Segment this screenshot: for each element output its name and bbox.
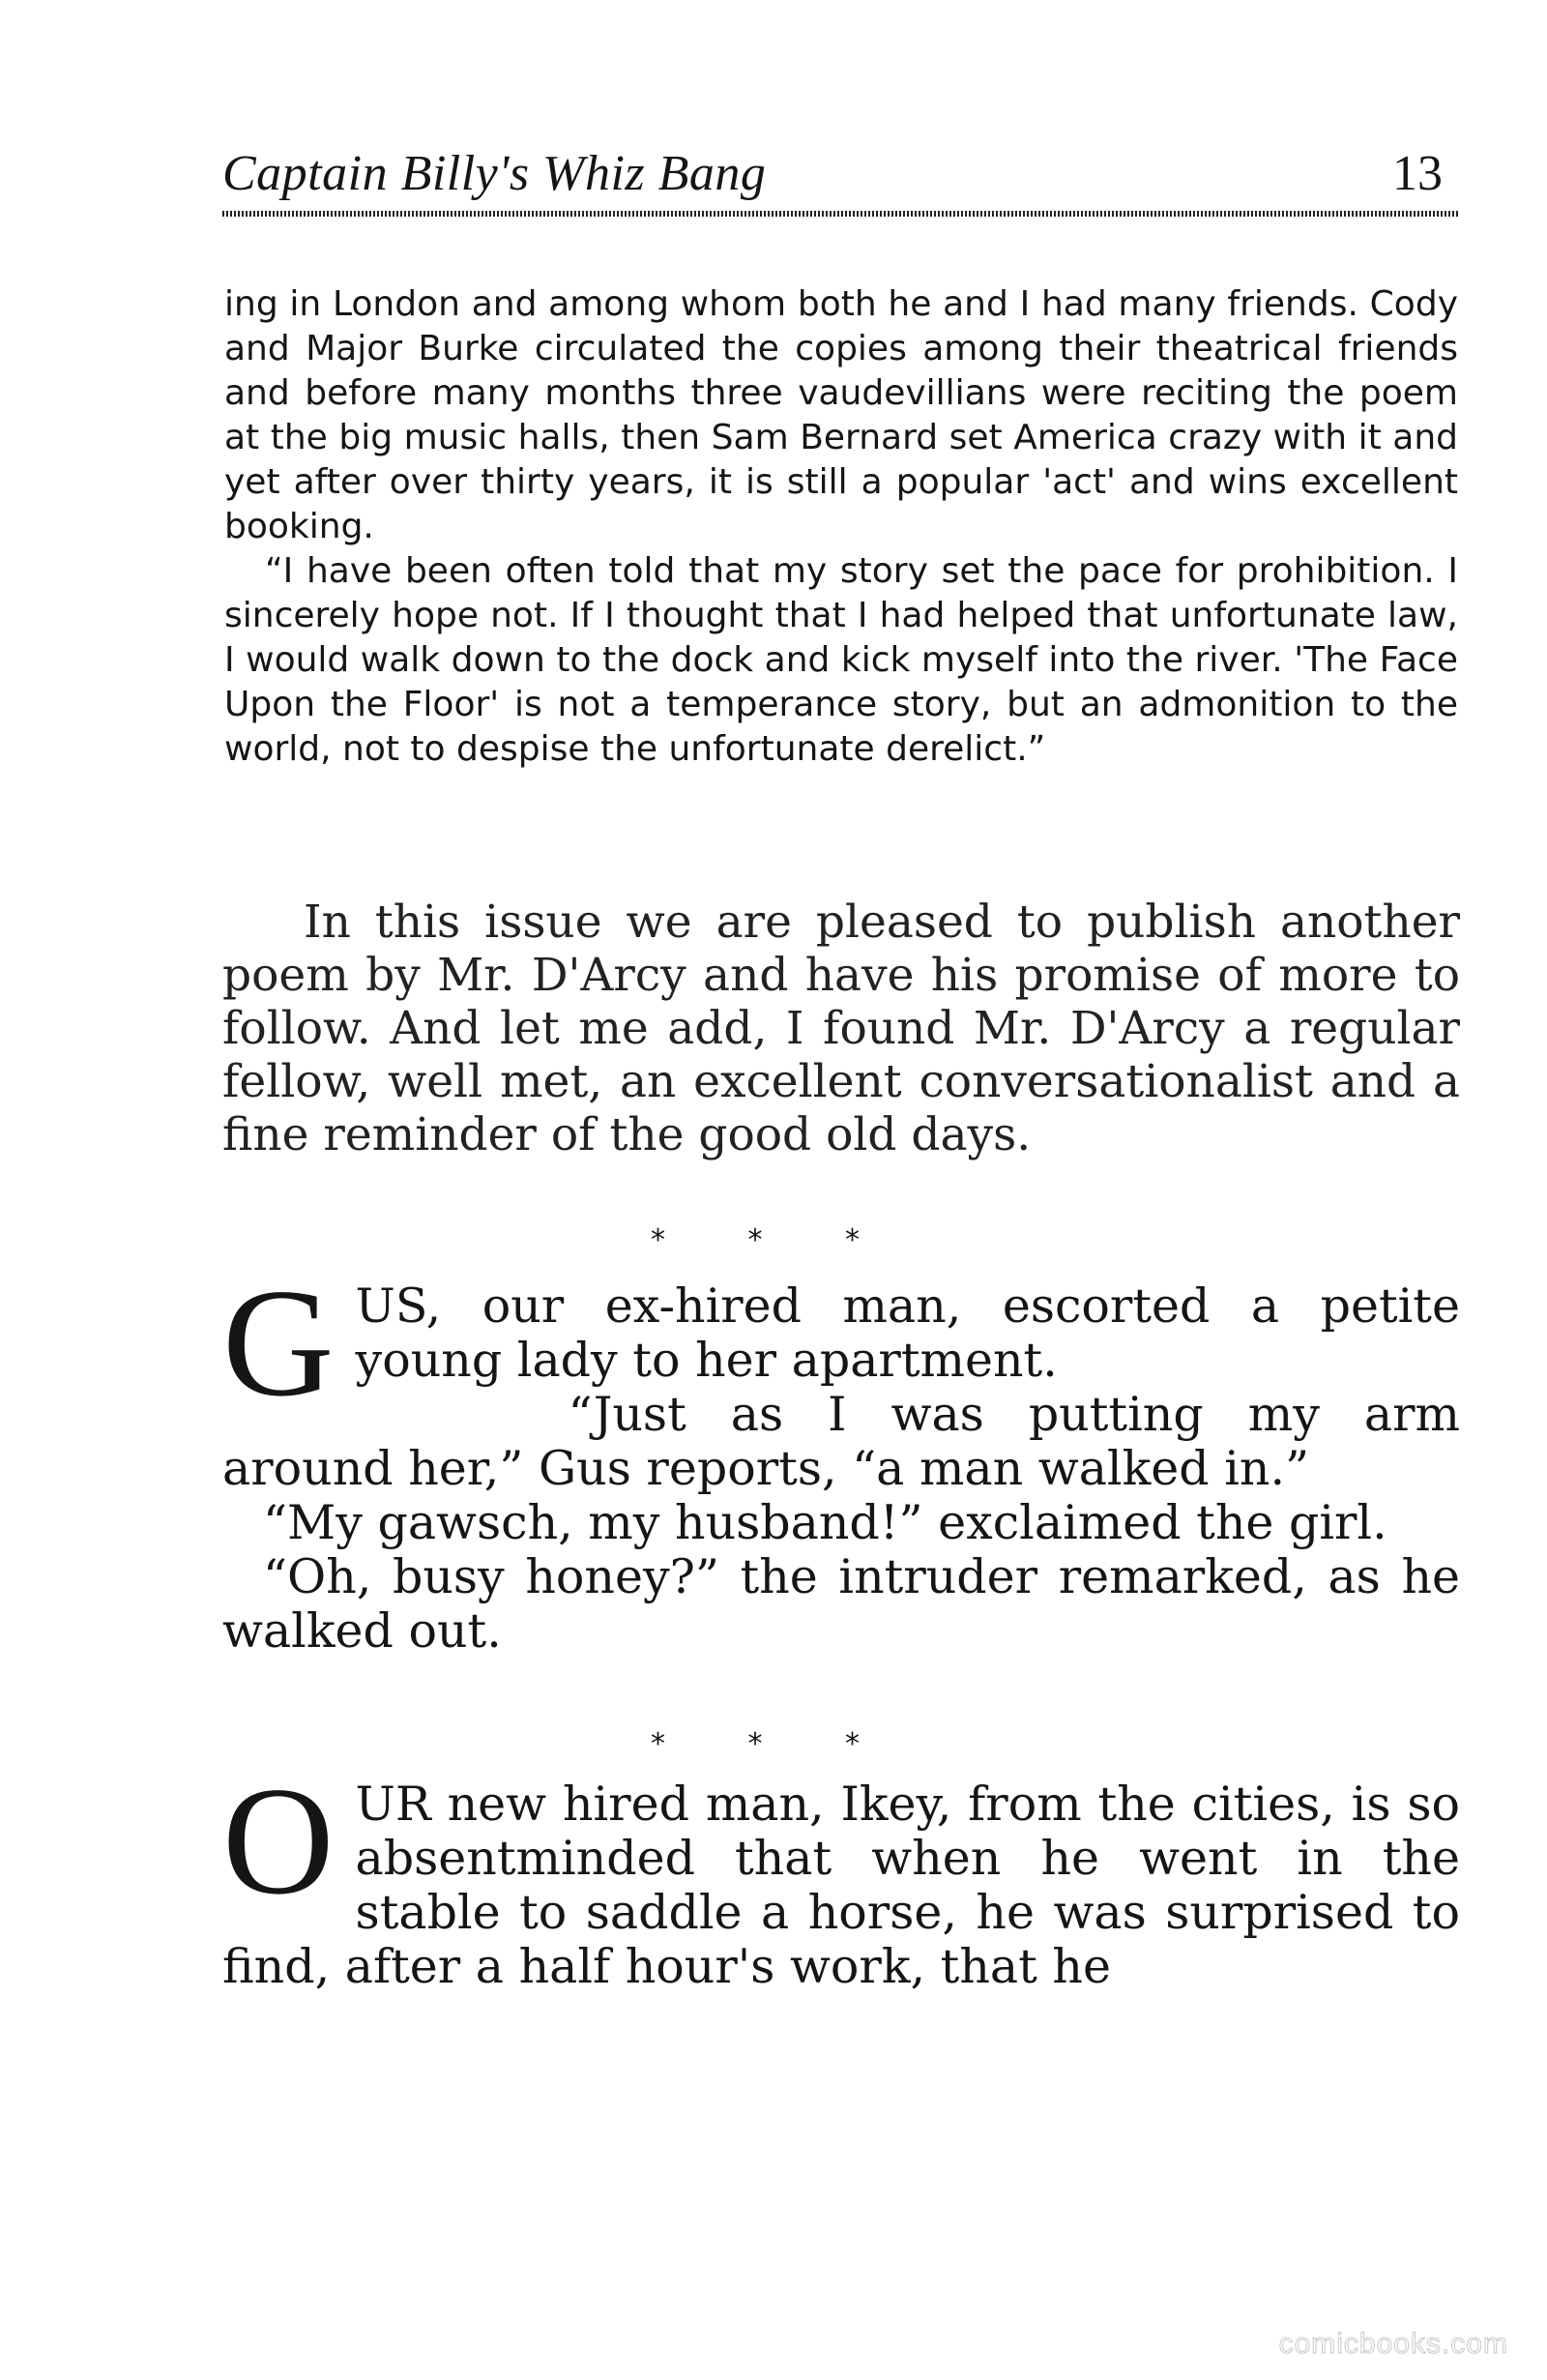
running-title: Captain Billy's Whiz Bang: [222, 146, 767, 201]
joke-gus-line3: “My gawsch, my husband!” exclaimed the girl.: [263, 1495, 1387, 1550]
paragraph-quote: “I have been often told that my story set the pace for prohibition. I sincerely hope not. If I thought that I had helped that unfortunate law, I would walk down to the dock and kick myself into the river. 'The Face Upon the Floor' is not a temperance story, but an admonition to the world, not to despise the unfortunate derelict.”: [224, 551, 1458, 769]
joke-gus-opening: [222, 1256, 1460, 1428]
joke-gus-line1: US, our ex-hired man, escorted a petite young lady to her apartment.: [355, 1278, 1460, 1388]
joke-ikey: [222, 1754, 1460, 1994]
joke-gus: [222, 1256, 1460, 1659]
editorial-paragraph: In this issue we are pleased to publish another poem by Mr. D'Arcy and have his promise of more to follow. And let me add, I found Mr. D'Arcy a regular fellow, well met, an excellent conversationalist and a fine reminder of the good old days.: [222, 896, 1460, 1161]
section-separator: * * *: [650, 1223, 897, 1257]
joke-ikey-text: UR new hired man, Ikey, from the cities, is so absentminded that when he went in the stable to saddle a horse, he was surprised to find, after a half hour's work, that he: [222, 1777, 1460, 1994]
dropcap-o: O: [222, 1754, 335, 1926]
section-separator-2: * * *: [650, 1727, 897, 1761]
page-header: [222, 145, 1460, 213]
editorial-note: [222, 896, 1460, 1161]
header-rule: [222, 211, 1460, 217]
page-number: 13: [1392, 146, 1443, 201]
small-type-block: [224, 282, 1458, 772]
watermark: comicbooks.com: [1278, 2328, 1508, 2360]
joke-gus-line4: “Oh, busy honey?” the intruder remarked, as he walked out.: [222, 1549, 1460, 1659]
paragraph-continued: ing in London and among whom both he and I had many friends. Cody and Major Burke circulated the copies among their theatrical friends and before many months three vaudevillians were reciting the poem at the big music halls, then Sam Bernard set America crazy with it and yet after over thirty years, it is still a popular 'act' and wins excellent booking.: [224, 284, 1458, 546]
dropcap-g: G: [222, 1256, 335, 1428]
joke-ikey-paragraph: [222, 1754, 1460, 1994]
joke-gus-line2: “Just as I was putting my arm around her,” Gus reports, “a man walked in.”: [222, 1387, 1460, 1496]
